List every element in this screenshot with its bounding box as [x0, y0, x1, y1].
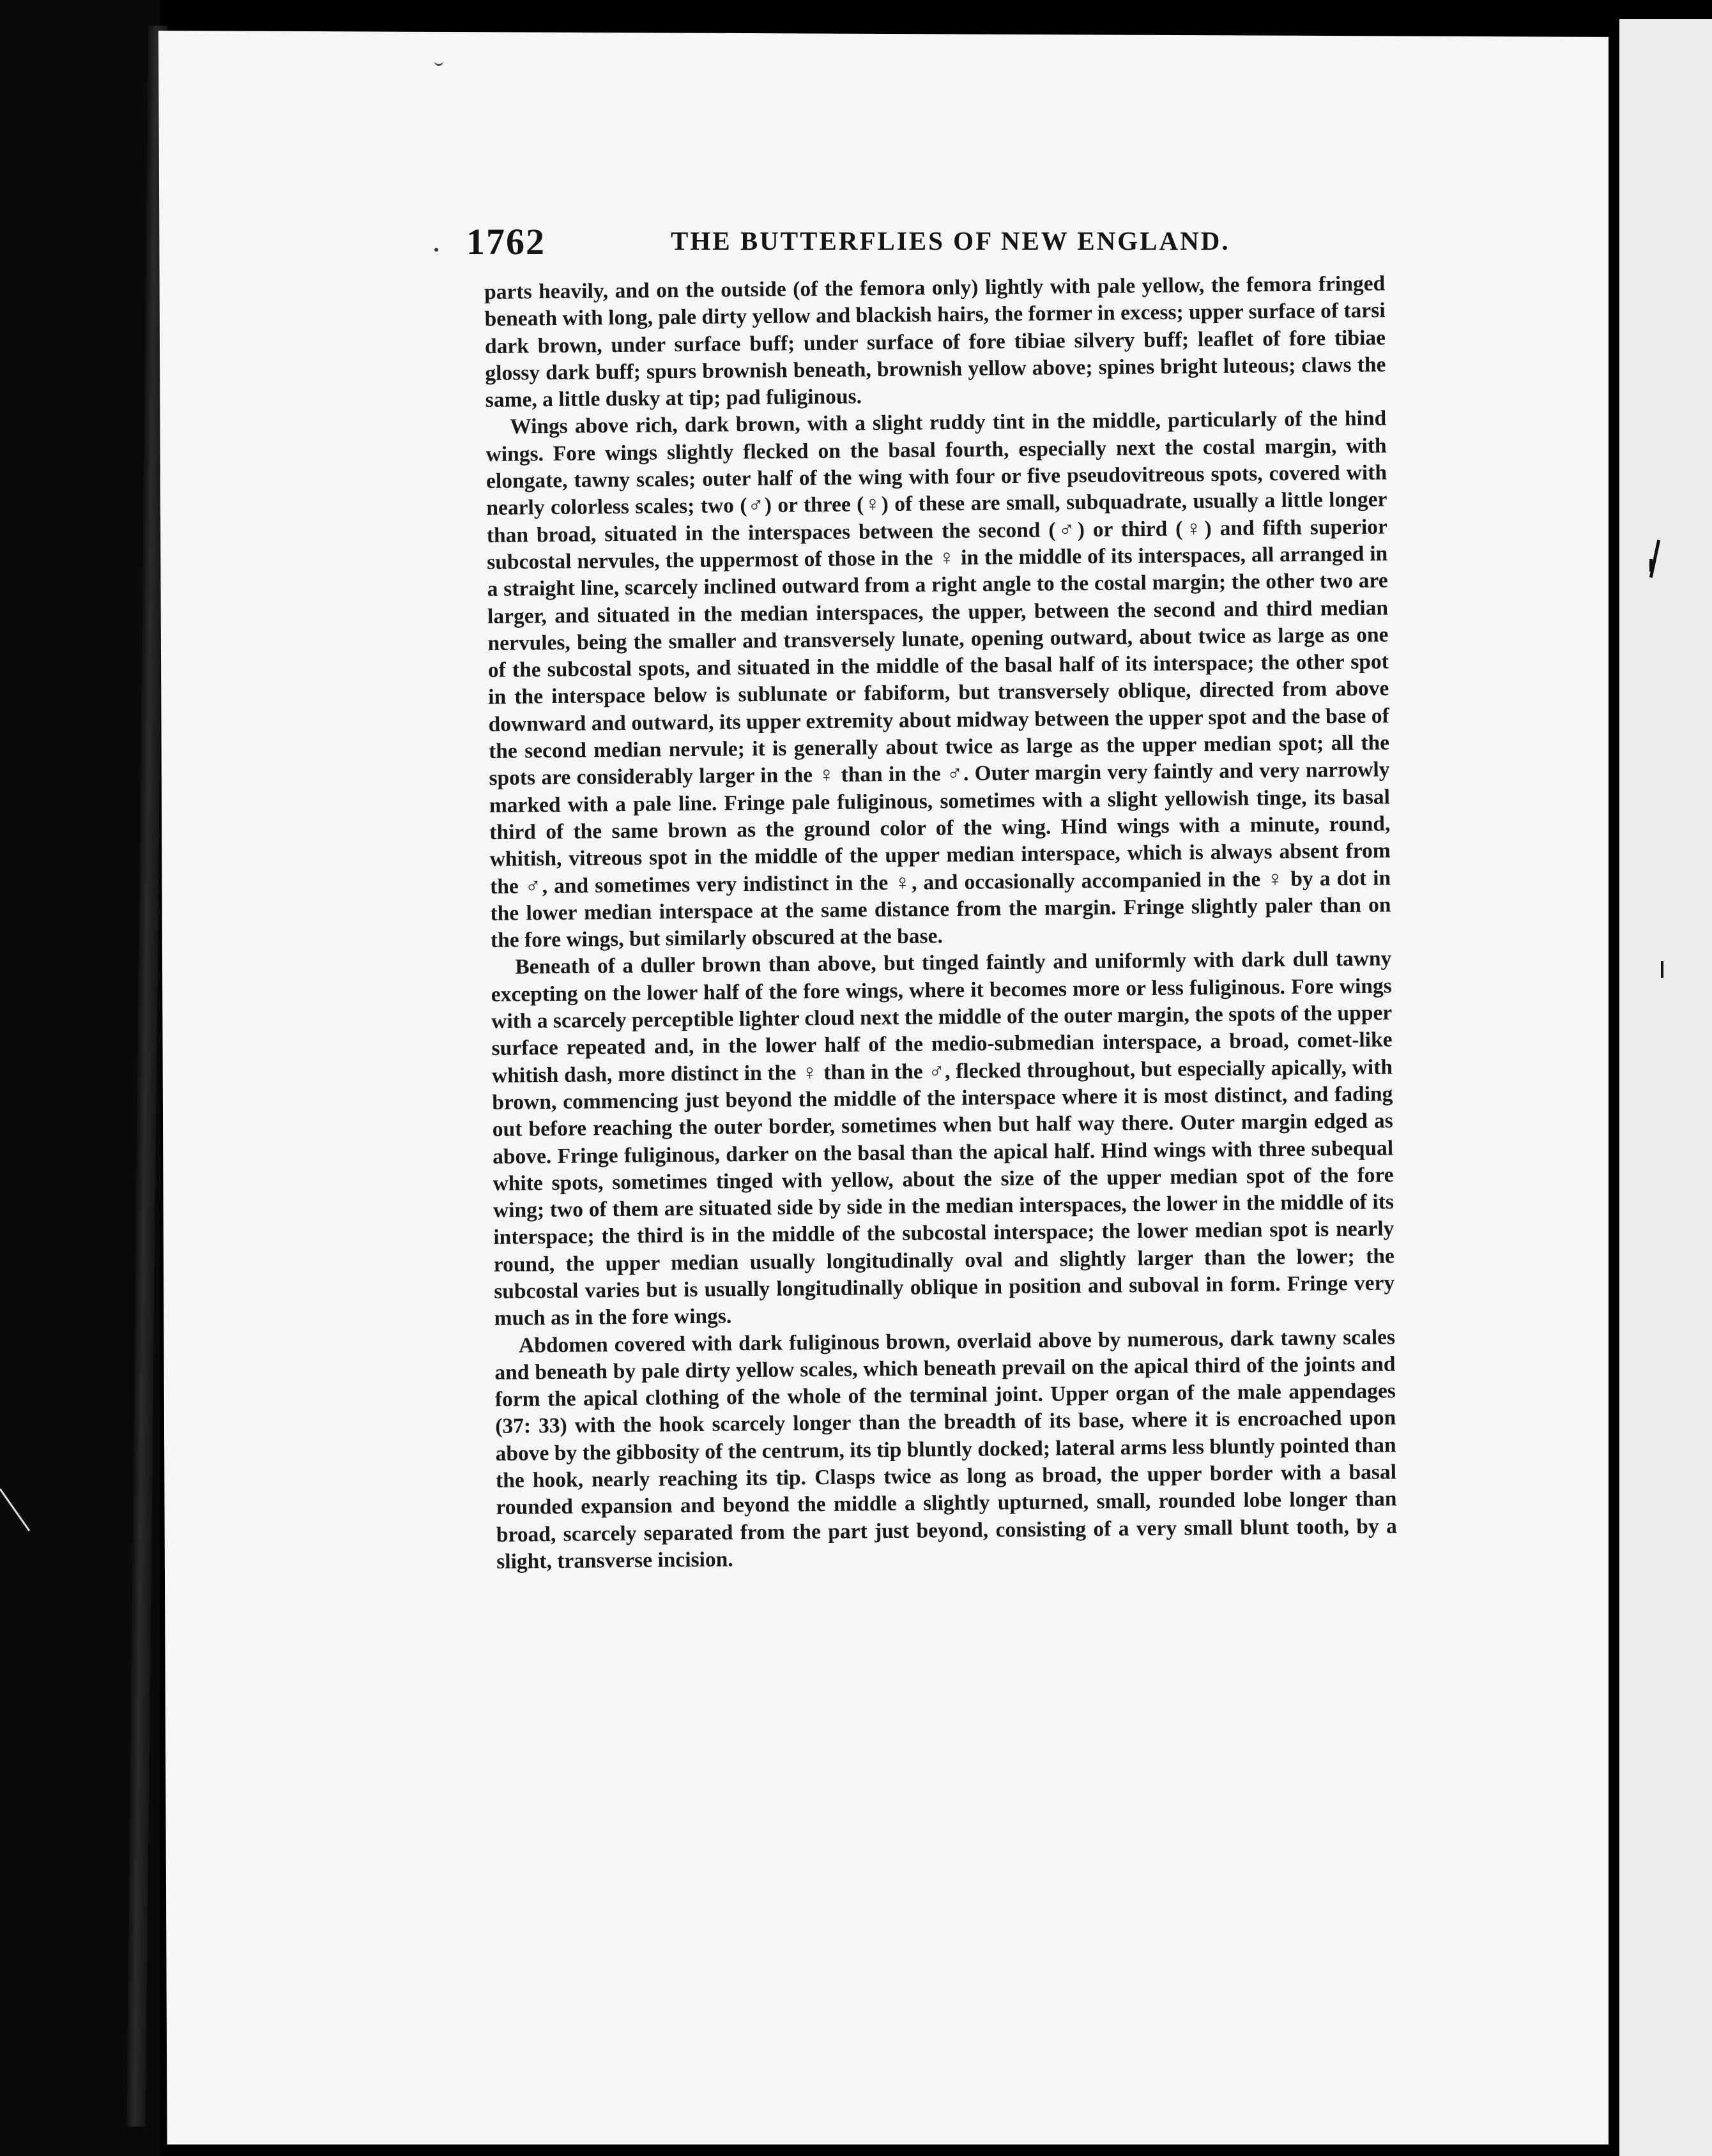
body-text [484, 270, 1397, 1575]
page-gap [1609, 0, 1619, 2156]
running-title: THE BUTTERFLIES OF NEW ENGLAND. [671, 226, 1230, 255]
page-dot [434, 248, 438, 252]
paragraph: Abdomen covered with dark fuliginous brown, overlaid above by numerous, dark tawny scales and beneath by pale dirty yellow scales, which beneath prevail on the apical third of the joints and form the apical clothing of the whole of the terminal joint. Upper organ of the male appendages (37: 33) with the hook scarcely longer than the breadth of its base, where it is encroached upon above by the gibbosity of the centrum, its tip bluntly docked; lateral arms less bluntly pointed than the hook, nearly reaching its tip. Clasps twice as long as broad, the upper border with a basal rounded expansion and beyond the middle a slightly upturned, small, rounded lobe longer than broad, scarcely separated from the part just beyond, consisting of a very small blunt tooth, by a slight, transverse incision. [494, 1325, 1397, 1574]
next-page-mark [1661, 961, 1663, 978]
paragraph: parts heavily, and on the outside (of the femora only) lightly with pale yellow, the femora fringed beneath with long, pale dirty yellow and blackish hairs, the former in excess; upper surface of tarsi dark brown, under surface buff; under surface of fore tibiae silvery buff; leaflet of fore tibiae glossy dark buff; spurs brownish beneath, brownish yellow above; spines bright luteous; claws the same, a little dusky at tip; pad fuliginous. [484, 271, 1386, 413]
page-header [466, 220, 1230, 278]
paragraph: Wings above rich, dark brown, with a slight ruddy tint in the middle, particularly of the hind wings. Fore wings slightly flecked on the basal fourth, especially next the costal margin, with elongate, tawny scales; outer half of the wing with four or five pseudovitreous spots, covered with nearly colorless scales; two (♂) or three (♀) of these are small, subquadrate, usually a little longer than broad, situated in the interspaces between the second (♂) or third (♀) and fifth superior subcostal nervules, the uppermost of those in the ♀ in the middle of its interspaces, all arranged in a straight line, scarcely inclined outward from a right angle to the costal margin; the other two are larger, and situated in the median interspaces, the upper, between the second and third median nervules, being the smaller and transversely lunate, opening outward, about twice as large as one of the subcostal spots, and situated in the middle of the basal half of its interspace; the other spot in the interspace below is sublunate or fabiform, but transversely oblique, directed from above downward and outward, its upper extremity about midway between the upper spot and the base of the second median nervule; it is generally about twice as large as the upper median spot; all the spots are considerably larger in the ♀ than in the ♂. Outer margin very faintly and very narrowly marked with a pale line. Fringe pale fuliginous, sometimes with a slight yellowish tinge, its basal third of the same brown as the ground color of the wing. Hind wings with a minute, round, whitish, vitreous spot in the middle of the upper median interspace, which is always absent from the ♂, and sometimes very indistinct in the ♀, and occasionally accompanied in the ♀ by a dot in the lower median interspace at the same distance from the margin. Fringe slightly paler than on the fore wings, but similarly obscured at the base. [485, 406, 1391, 953]
page-number: 1762 [466, 221, 546, 262]
next-page-edge [1619, 19, 1712, 2156]
paragraph: Beneath of a duller brown than above, but tinged faintly and uniformly with dark dull tawny excepting on the lower half of the fore wings, where it becomes more or less fuliginous. Fore wings with a scarcely perceptible lighter cloud next the middle of the outer margin, the spots of the upper surface repeated and, in the lower half of the medio-submedian interspace, a broad, comet-like whitish dash, more distinct in the ♀ than in the ♂, flecked throughout, but especially apically, with brown, commencing just beyond the middle of the interspace where it is most distinct, and fading out before reaching the outer border, sometimes when but half way there. Outer margin edged as above. Fringe fuliginous, darker on the basal than the apical half. Hind wings with three subequal white spots, sometimes tinged with yellow, about the size of the upper median spot of the fore wing; two of them are situated side by side in the median interspaces, the lower in the middle of its interspace; the third is in the middle of the subcostal interspace; the lower median spot is nearly round, the upper median usually longitudinally oval and slightly larger than the lower; the subcostal varies but is usually longitudinally oblique in position and suboval in form. Fringe very much as in the fore wings. [491, 946, 1395, 1331]
